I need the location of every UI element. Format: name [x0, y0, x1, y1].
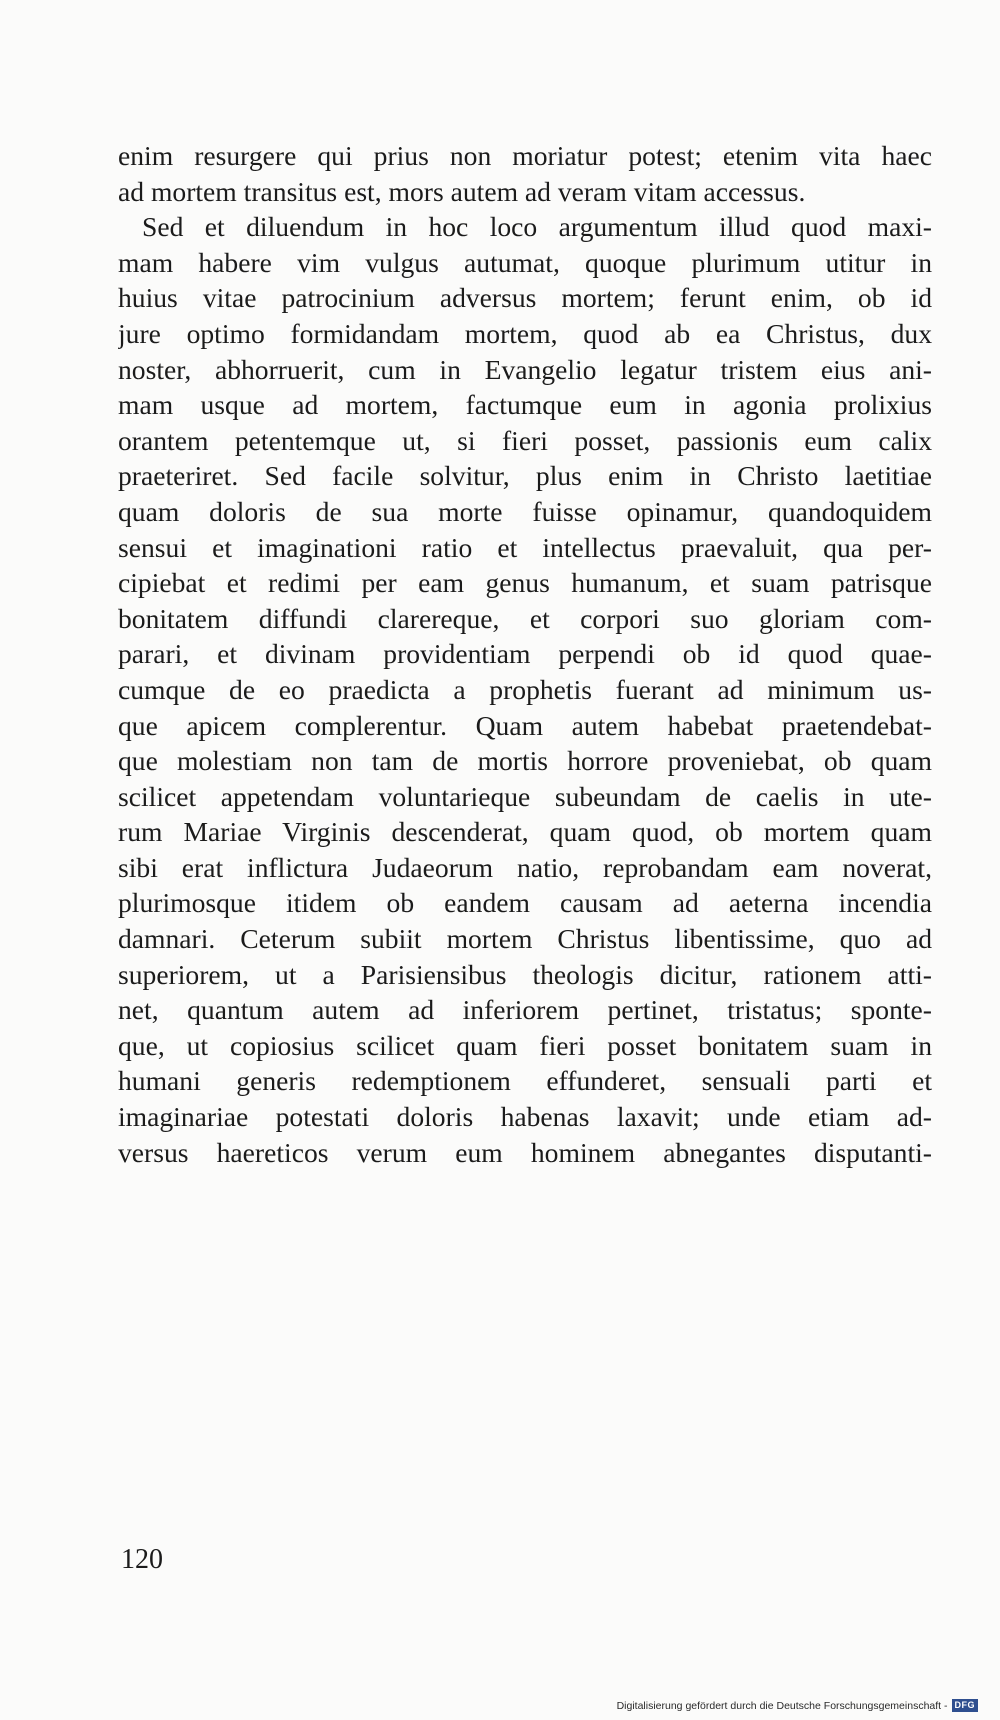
text-line: huius vitae patrocinium adversus mortem; ferunt enim, ob id: [118, 282, 932, 314]
text-line: que, ut copiosius scilicet quam fieri posset bonitatem suam in: [118, 1029, 932, 1061]
text-line: parari, et divinam providentiam perpendi ob id quod quae-: [118, 638, 932, 670]
text-line: orantem petentemque ut, si fieri posset, passionis eum calix: [118, 424, 932, 456]
text-line: bonitatem diffundi clarereque, et corpori suo gloriam com-: [118, 602, 932, 634]
text-line: quam doloris de sua morte fuisse opinamur, quandoquidem: [118, 495, 932, 527]
text-line: damnari. Ceterum subiit mortem Christus libentissime, quo ad: [118, 923, 932, 955]
body-text: [118, 138, 932, 1170]
text-line: mam habere vim vulgus autumat, quoque plurimum utitur in: [118, 246, 932, 278]
text-line: que molestiam non tam de mortis horrore proveniebat, ob quam: [118, 745, 932, 777]
credit-text: Digitalisierung gefördert durch die Deutsche Forschungsgemeinschaft -: [616, 1699, 948, 1712]
text-line: cumque de eo praedicta a prophetis fuerant ad minimum us-: [118, 673, 932, 705]
text-line: que apicem complerentur. Quam autem habebat praetendebat-: [118, 709, 932, 741]
text-line: Sed et diluendum in hoc loco argumentum illud quod maxi-: [142, 211, 932, 243]
text-line: imaginariae potestati doloris habenas laxavit; unde etiam ad-: [118, 1101, 932, 1133]
text-line: mam usque ad mortem, factumque eum in agonia prolixius: [118, 389, 932, 421]
text-line: ad mortem transitus est, mors autem ad veram vitam accessus.: [118, 175, 806, 207]
text-line: scilicet appetendam voluntarieque subeundam de caelis in ute-: [118, 780, 932, 812]
text-line: cipiebat et redimi per eam genus humanum, et suam patrisque: [118, 567, 932, 599]
text-line: rum Mariae Virginis descenderat, quam quod, ob mortem quam: [118, 816, 932, 848]
text-line: humani generis redemptionem effunderet, sensuali parti et: [118, 1065, 932, 1097]
page-number: 120: [121, 1544, 163, 1575]
text-line: jure optimo formidandam mortem, quod ab ea Christus, dux: [118, 317, 932, 349]
digitization-credit: [617, 1699, 978, 1712]
text-line: plurimosque itidem ob eandem causam ad aeterna incendia: [118, 887, 932, 919]
text-line: superiorem, ut a Parisiensibus theologis dicitur, rationem atti-: [118, 958, 932, 990]
text-line: enim resurgere qui prius non moriatur potest; etenim vita haec: [118, 140, 932, 171]
text-line: net, quantum autem ad inferiorem pertinet, tristatus; sponte-: [118, 994, 932, 1026]
text-line: sensui et imaginationi ratio et intellectus praevaluit, qua per-: [118, 531, 932, 563]
text-line: sibi erat inflictura Judaeorum natio, reprobandam eam noverat,: [118, 851, 932, 883]
text-line: noster, abhorruerit, cum in Evangelio legatur tristem eius ani-: [118, 353, 932, 385]
dfg-logo: DFG: [952, 1699, 979, 1712]
text-line: praeteriret. Sed facile solvitur, plus enim in Christo laetitiae: [118, 460, 932, 492]
text-line: versus haereticos verum eum hominem abnegantes disputanti-: [118, 1136, 932, 1168]
